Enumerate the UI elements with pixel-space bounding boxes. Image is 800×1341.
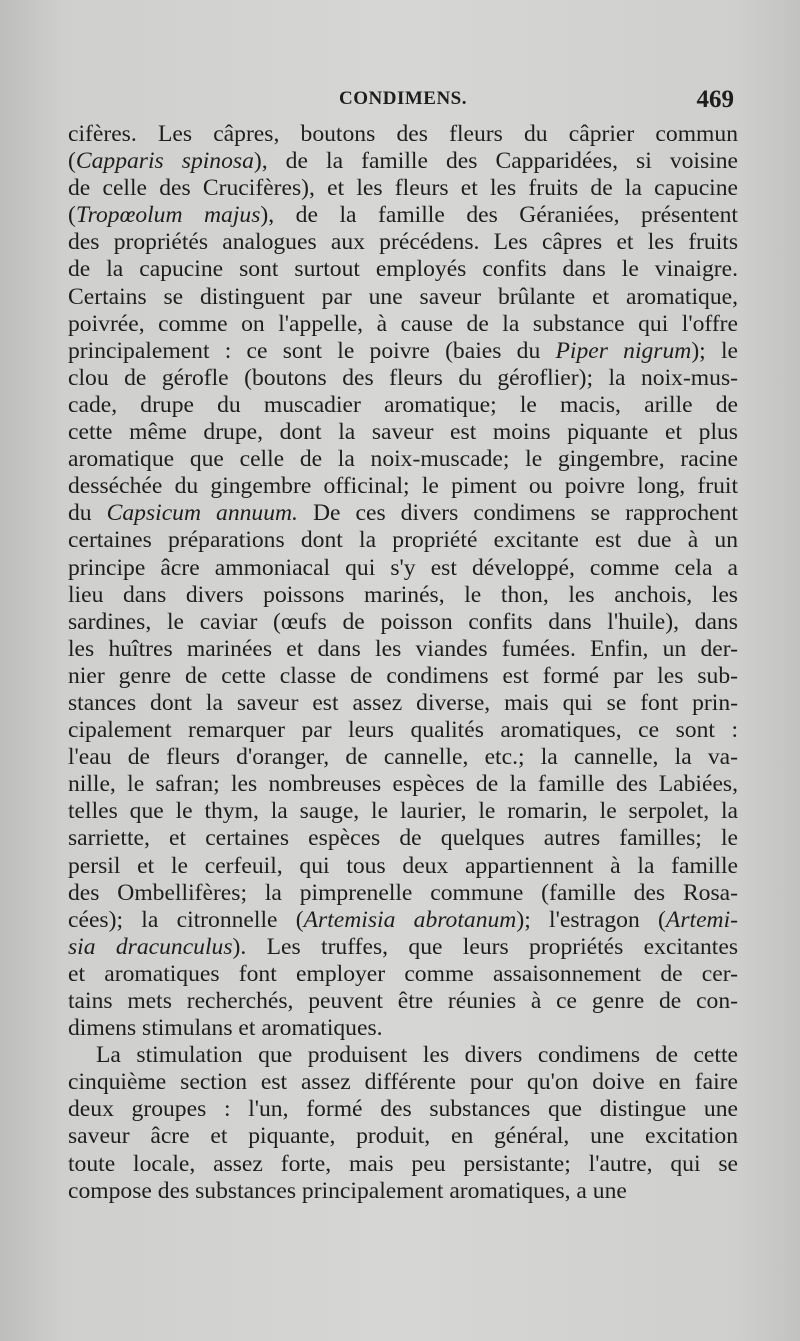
- text-line: [68, 636, 738, 663]
- page-number: 469: [696, 86, 734, 113]
- text-run: deux groupes : l'un, formé des substances que distingue une: [68, 1096, 738, 1123]
- text-run: sarriette, et certaines espèces de quelques autres familles; le: [68, 825, 738, 852]
- text-run: lieu dans divers poissons marinés, le thon, les anchois, les: [68, 581, 738, 608]
- paragraph: [68, 1042, 738, 1205]
- text-run: ); l'estragon (: [516, 906, 666, 933]
- text-line: [68, 1151, 738, 1178]
- text-line: [68, 717, 738, 744]
- page-header: [68, 88, 738, 118]
- text-run: des Ombellifères; la pimprenelle commune (famille des Rosa-: [68, 879, 738, 906]
- body-text: [68, 121, 738, 1205]
- text-run: (: [68, 202, 76, 229]
- text-run: ), de la famille des Capparidées, si voisine: [253, 148, 738, 175]
- text-run: l'eau de fleurs d'oranger, de cannelle, etc.; la cannelle, la va-: [68, 744, 738, 771]
- text-run: poivrée, comme on l'appelle, à cause de la substance qui l'offre: [68, 310, 738, 337]
- text-run: La stimulation que produisent les divers condimens de cette: [96, 1042, 738, 1069]
- italic-text: Capsicum annuum.: [106, 500, 298, 527]
- text-run: ), de la famille des Géraniées, présentent: [260, 202, 738, 229]
- text-line: [68, 121, 738, 148]
- text-line: [68, 229, 738, 256]
- text-line: [68, 1096, 738, 1123]
- text-line: [68, 473, 738, 500]
- text-line: [68, 148, 738, 175]
- text-run: des propriétés analogues aux précédens. Les câpres et les fruits: [68, 229, 738, 256]
- italic-text: Capparis spinosa: [75, 148, 254, 175]
- text-line: [68, 1069, 738, 1096]
- text-line: [68, 744, 738, 771]
- text-run: cinquième section est assez différente pour qu'on doive en faire: [68, 1069, 738, 1096]
- text-line: [68, 284, 738, 311]
- running-head: CONDIMENS.: [339, 88, 467, 109]
- text-line: [68, 1123, 738, 1150]
- text-run: sardines, le caviar (œufs de poisson confits dans l'huile), dans: [68, 608, 738, 635]
- text-run: principe âcre ammoniacal qui s'y est développé, comme cela a: [68, 554, 738, 581]
- text-run: nille, le safran; les nombreuses espèces de la famille des Labiées,: [68, 771, 738, 798]
- italic-text: Piper nigrum: [555, 337, 692, 364]
- text-line: [68, 527, 738, 554]
- text-line: [68, 934, 738, 961]
- text-line: [68, 500, 738, 527]
- text-run: du: [68, 500, 107, 527]
- italic-text: Tropœolum majus: [75, 202, 261, 229]
- text-line: [68, 1178, 738, 1205]
- text-run: aromatique que celle de la noix-muscade; le gingembre, racine: [68, 446, 738, 473]
- text-line: [68, 1015, 738, 1042]
- italic-text: sia dracunculus: [68, 933, 233, 960]
- text-run: cade, drupe du muscadier aromatique; le macis, arille de: [68, 391, 738, 418]
- text-line: [68, 175, 738, 202]
- text-line: [68, 1042, 738, 1069]
- text-run: dimens stimulans et aromatiques.: [68, 1015, 383, 1042]
- text-run: toute locale, assez forte, mais peu persistante; l'autre, qui se: [68, 1150, 738, 1177]
- text-line: [68, 988, 738, 1015]
- text-run: Certains se distinguent par une saveur brûlante et aromatique,: [68, 283, 738, 310]
- text-run: nier genre de cette classe de condimens est formé par les sub-: [68, 662, 738, 689]
- text-run: cées); la citronnelle (: [68, 906, 304, 933]
- text-run: de la capucine sont surtout employés confits dans le vinaigre.: [68, 256, 738, 283]
- text-line: [68, 582, 738, 609]
- text-line: [68, 609, 738, 636]
- text-line: [68, 365, 738, 392]
- text-run: principalement : ce sont le poivre (baies du: [68, 337, 556, 364]
- text-run: persil et le cerfeuil, qui tous deux appartiennent à la famille: [68, 852, 738, 879]
- text-run: telles que le thym, la sauge, le laurier, le romarin, le serpolet, la: [68, 798, 738, 825]
- text-line: [68, 690, 738, 717]
- text-run: cifères. Les câpres, boutons des fleurs du câprier commun: [68, 121, 738, 147]
- text-run: (: [68, 148, 76, 175]
- text-line: [68, 338, 738, 365]
- text-line: [68, 663, 738, 690]
- text-line: [68, 907, 738, 934]
- text-line: [68, 202, 738, 229]
- text-line: [68, 392, 738, 419]
- text-line: [68, 880, 738, 907]
- text-run: tains mets recherchés, peuvent être réunies à ce genre de con-: [68, 988, 738, 1014]
- text-run: et aromatiques font employer comme assaisonnement de cer-: [68, 960, 738, 987]
- text-line: [68, 961, 738, 988]
- text-line: [68, 771, 738, 798]
- text-line: [68, 256, 738, 283]
- text-run: stances dont la saveur est assez diverse, mais qui se font prin-: [68, 689, 738, 716]
- paragraph: [68, 121, 738, 1042]
- italic-text: Artemi-: [665, 906, 738, 933]
- text-run: ). Les truffes, que leurs propriétés excitantes: [232, 933, 738, 960]
- text-run: ); le: [691, 337, 738, 364]
- text-run: les huîtres marinées et dans les viandes fumées. Enfin, un der-: [68, 635, 738, 662]
- text-run: De ces divers condimens se rapprochent: [297, 500, 738, 527]
- text-run: cette même drupe, dont la saveur est moins piquante et plus: [68, 419, 738, 446]
- text-run: certaines préparations dont la propriété excitante est due à un: [68, 527, 738, 554]
- text-run: cipalement remarquer par leurs qualités aromatiques, ce sont :: [68, 717, 738, 744]
- italic-text: Artemisia abrotanum: [303, 906, 517, 933]
- text-line: [68, 419, 738, 446]
- text-line: [68, 853, 738, 880]
- text-run: desséchée du gingembre officinal; le piment ou poivre long, fruit: [68, 473, 738, 500]
- text-run: de celle des Crucifères), et les fleurs et les fruits de la capucine: [68, 175, 738, 202]
- text-line: [68, 798, 738, 825]
- text-run: clou de gérofle (boutons des fleurs du géroflier); la noix-mus-: [68, 364, 738, 391]
- text-run: compose des substances principalement aromatiques, a une: [68, 1177, 627, 1204]
- text-line: [68, 825, 738, 852]
- text-line: [68, 311, 738, 338]
- text-run: saveur âcre et piquante, produit, en général, une excitation: [68, 1123, 738, 1150]
- text-line: [68, 555, 738, 582]
- text-line: [68, 446, 738, 473]
